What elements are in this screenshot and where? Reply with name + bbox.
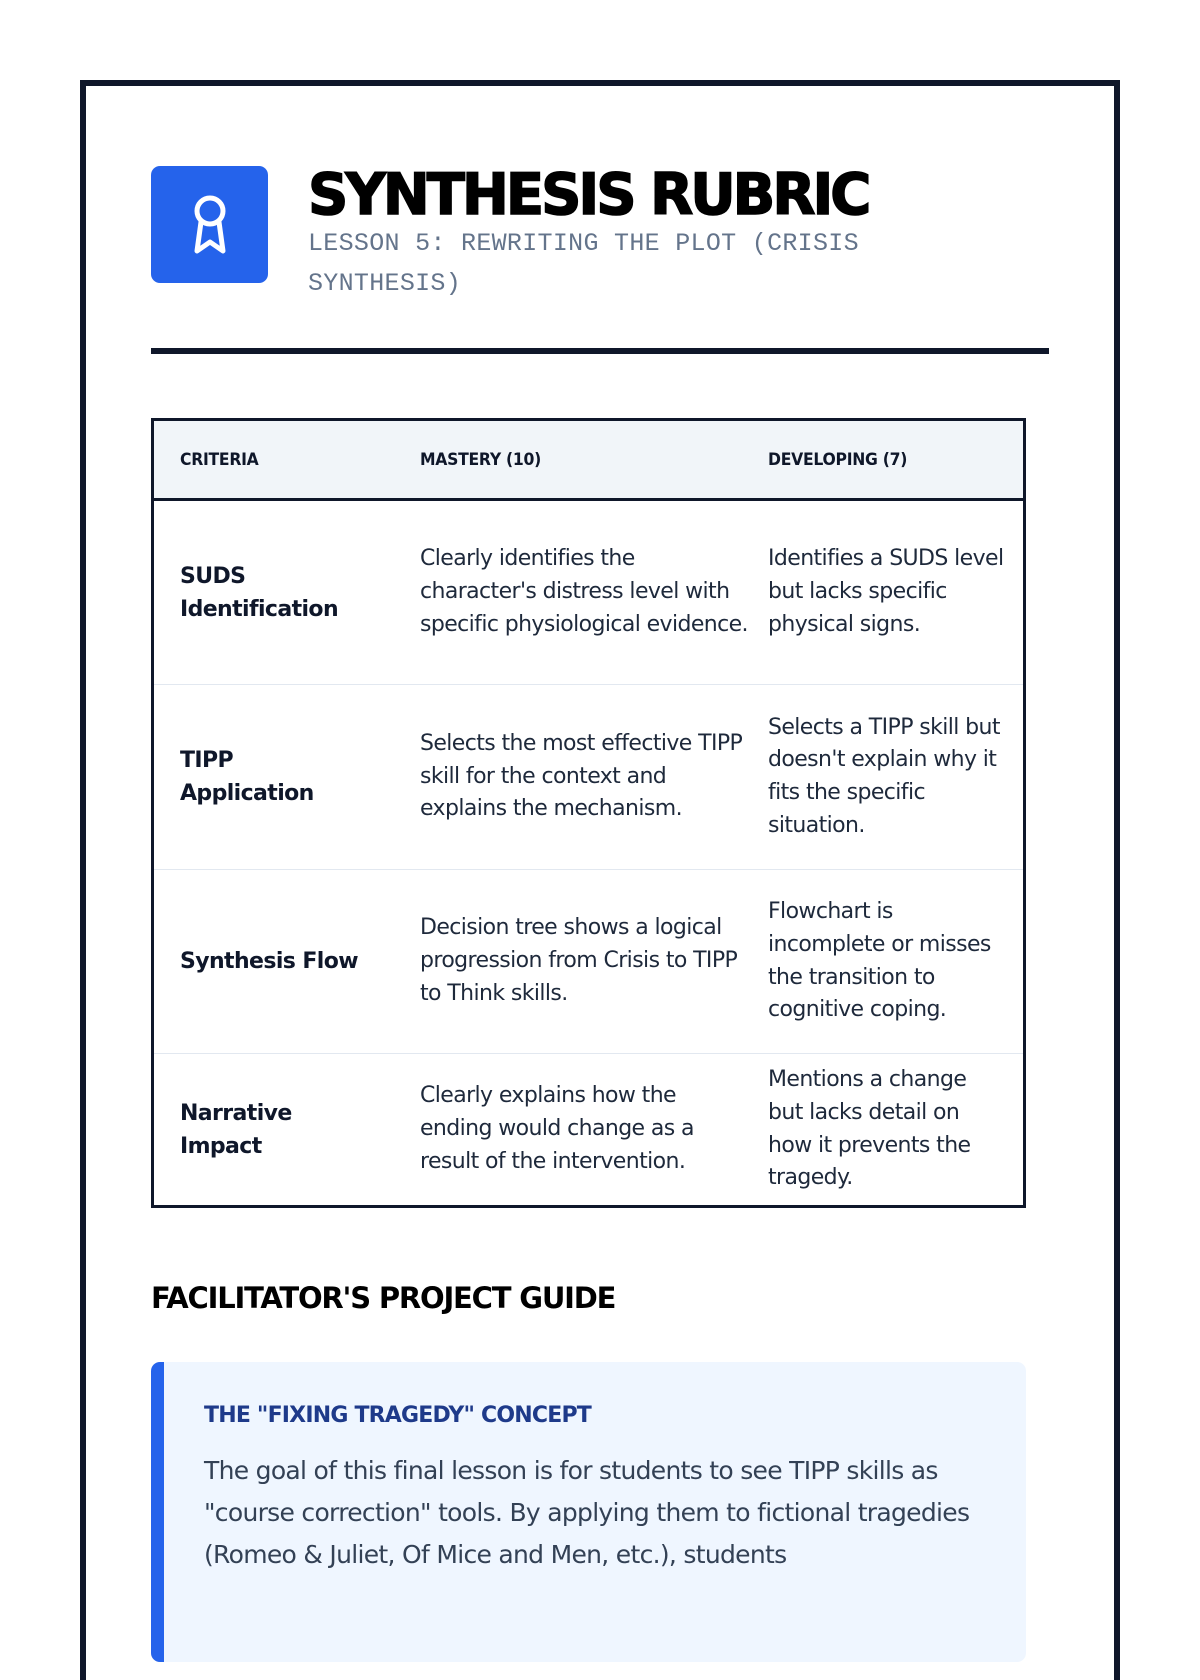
criteria-cell: Synthesis Flow bbox=[180, 949, 358, 974]
developing-cell: Mentions a change but lacks detail on how it prevents the tragedy. bbox=[768, 1067, 971, 1191]
guide-section-title: FACILITATOR'S PROJECT GUIDE bbox=[151, 1281, 616, 1315]
criteria-cell: SUDS Identification bbox=[180, 563, 339, 622]
concept-callout bbox=[151, 1362, 1026, 1662]
page-title: SYNTHESIS RUBRIC bbox=[308, 161, 869, 229]
callout-body: The goal of this final lesson is for students to see TIPP skills as "course correction" tools. By applying them to fictional tragedies (Romeo & Juliet, Of Mice and Men, etc.), students bbox=[204, 1456, 970, 1569]
table-row bbox=[154, 685, 1023, 870]
column-header-developing: DEVELOPING (7) bbox=[768, 449, 908, 470]
developing-cell: Identifies a SUDS level but lacks specific physical signs. bbox=[768, 546, 1004, 637]
rubric-header-row bbox=[154, 421, 1023, 501]
callout-title: THE "FIXING TRAGEDY" CONCEPT bbox=[204, 1403, 591, 1428]
criteria-cell: TIPP Application bbox=[180, 748, 314, 806]
award-badge bbox=[151, 166, 268, 283]
developing-cell: Selects a TIPP skill but doesn't explain why it fits the specific situation. bbox=[768, 714, 1000, 838]
mastery-cell: Decision tree shows a logical progression from Crisis to TIPP to Think skills. bbox=[420, 915, 738, 1006]
award-ribbon-icon bbox=[187, 194, 233, 256]
table-row bbox=[154, 501, 1023, 685]
table-row bbox=[154, 870, 1023, 1054]
page-header bbox=[151, 161, 1049, 354]
title-block bbox=[308, 161, 888, 304]
mastery-cell: Selects the most effective TIPP skill for the context and explains the mechanism. bbox=[420, 730, 743, 822]
rubric-table bbox=[151, 418, 1026, 1208]
column-header-mastery: MASTERY (10) bbox=[420, 449, 541, 470]
lesson-subtitle: LESSON 5: REWRITING THE PLOT (CRISIS SYNTHESIS) bbox=[308, 229, 859, 298]
mastery-cell: Clearly explains how the ending would change as a result of the intervention. bbox=[420, 1083, 694, 1174]
developing-cell: Flowchart is incomplete or misses the transition to cognitive coping. bbox=[768, 899, 991, 1023]
criteria-cell: Narrative Impact bbox=[180, 1100, 292, 1159]
mastery-cell: Clearly identifies the character's distress level with specific physiological evidence. bbox=[420, 546, 748, 637]
table-row bbox=[154, 1054, 1023, 1205]
column-header-criteria: CRITERIA bbox=[180, 449, 259, 470]
rubric-page bbox=[80, 80, 1120, 1680]
